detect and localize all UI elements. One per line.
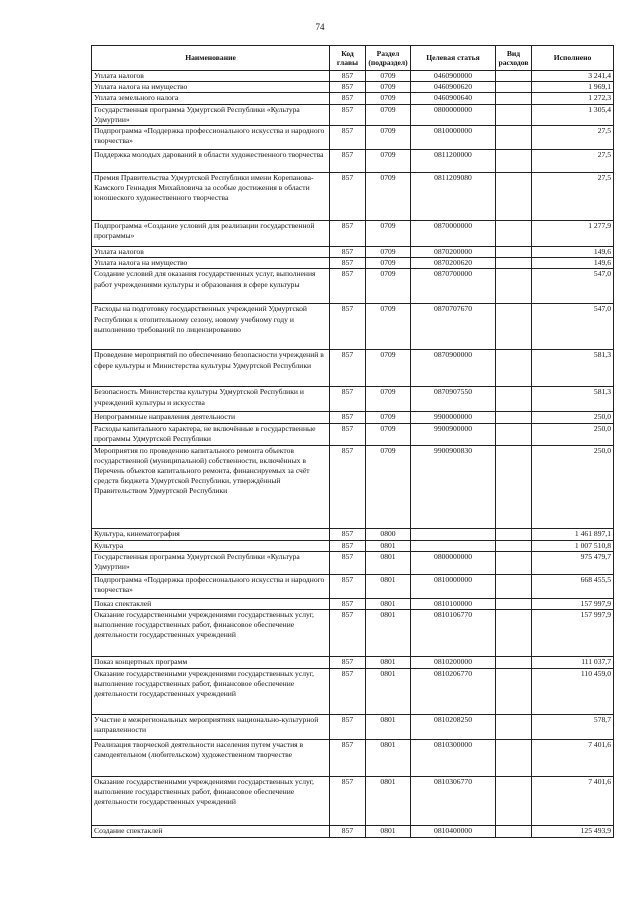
cell-name: Уплата налога на имущество — [92, 258, 330, 269]
cell-name: Культура, кинематография — [92, 528, 330, 540]
cell-vid — [496, 423, 532, 445]
cell-kod: 857 — [330, 173, 366, 221]
cell-ispolneno: 27,5 — [532, 173, 614, 221]
cell-razdel: 0709 — [366, 258, 411, 269]
cell-name: Мероприятия по проведению капитального ремонта объектов государственной (муниципальной) собственности, включённых в Перечень объектов капитального ремонта, финансируемых за счёт средств бюджета Удмуртской Республики, утверждённый Правительством Удмуртской Республики — [92, 445, 330, 528]
table-row — [92, 445, 614, 528]
cell-name: Подпрограмма «Поддержка профессионального искусства и народного творчества» — [92, 126, 330, 150]
cell-ispolneno: 7 401,6 — [532, 777, 614, 826]
cell-name: Проведение мероприятий по обеспечению безопасности учреждений в сфере культуры и Министерства культуры Удмуртской Республики — [92, 350, 330, 387]
cell-name: Государственная программа Удмуртской Республики «Культура Удмуртии» — [92, 551, 330, 574]
cell-name: Уплата налога на имущество — [92, 82, 330, 93]
cell-celevaya — [411, 528, 496, 540]
cell-razdel: 0709 — [366, 445, 411, 528]
cell-vid — [496, 669, 532, 715]
cell-ispolneno: 578,7 — [532, 715, 614, 740]
cell-celevaya: 0810300000 — [411, 740, 496, 777]
cell-vid — [496, 826, 532, 838]
cell-vid — [496, 221, 532, 247]
cell-celevaya: 0810200000 — [411, 657, 496, 669]
cell-razdel: 0801 — [366, 540, 411, 551]
cell-celevaya: 0810400000 — [411, 826, 496, 838]
cell-kod: 857 — [330, 258, 366, 269]
cell-ispolneno: 581,3 — [532, 350, 614, 387]
cell-kod: 857 — [330, 445, 366, 528]
cell-ispolneno: 149,6 — [532, 247, 614, 258]
cell-name: Непрограммные направления деятельности — [92, 412, 330, 423]
cell-razdel: 0801 — [366, 826, 411, 838]
cell-name: Создание спектаклей — [92, 826, 330, 838]
cell-ispolneno: 110 459,0 — [532, 669, 614, 715]
cell-kod: 857 — [330, 104, 366, 125]
cell-name: Создание условий для оказания государственных услуг, выполнения работ учреждениями культуры и образования в сфере культуры — [92, 269, 330, 304]
cell-razdel: 0801 — [366, 610, 411, 657]
cell-razdel: 0709 — [366, 71, 411, 82]
cell-vid — [496, 777, 532, 826]
cell-vid — [496, 82, 532, 93]
cell-celevaya: 0810106770 — [411, 610, 496, 657]
table-row — [92, 423, 614, 445]
table-row — [92, 551, 614, 574]
cell-vid — [496, 258, 532, 269]
cell-celevaya: 0460900000 — [411, 71, 496, 82]
cell-ispolneno: 111 037,7 — [532, 657, 614, 669]
cell-razdel: 0801 — [366, 740, 411, 777]
table-row — [92, 258, 614, 269]
cell-celevaya: 0870900000 — [411, 350, 496, 387]
cell-kod: 857 — [330, 269, 366, 304]
cell-ispolneno: 157 997,9 — [532, 610, 614, 657]
cell-ispolneno: 157 997,9 — [532, 598, 614, 609]
cell-kod: 857 — [330, 350, 366, 387]
cell-celevaya: 0810000000 — [411, 126, 496, 150]
table-row — [92, 304, 614, 350]
cell-kod: 857 — [330, 387, 366, 412]
cell-name: Показ концертных программ — [92, 657, 330, 669]
cell-vid — [496, 540, 532, 551]
table-row — [92, 350, 614, 387]
cell-name: Показ спектаклей — [92, 598, 330, 609]
cell-razdel: 0709 — [366, 126, 411, 150]
cell-kod: 857 — [330, 669, 366, 715]
cell-kod: 857 — [330, 71, 366, 82]
cell-vid — [496, 551, 532, 574]
cell-celevaya: 9900000000 — [411, 412, 496, 423]
cell-name: Оказание государственными учреждениями государственных услуг, выполнение государственных работ, финансовое обеспечение деятельности государственных учреждений — [92, 777, 330, 826]
cell-vid — [496, 610, 532, 657]
table-row — [92, 221, 614, 247]
table-row — [92, 412, 614, 423]
cell-celevaya: 0870200620 — [411, 258, 496, 269]
table-row — [92, 104, 614, 125]
table-row — [92, 540, 614, 551]
cell-ispolneno: 125 493,9 — [532, 826, 614, 838]
cell-razdel: 0709 — [366, 221, 411, 247]
table-row — [92, 93, 614, 104]
cell-kod: 857 — [330, 657, 366, 669]
cell-kod: 857 — [330, 221, 366, 247]
cell-razdel: 0709 — [366, 247, 411, 258]
cell-kod: 857 — [330, 150, 366, 173]
table-row — [92, 669, 614, 715]
cell-ispolneno: 547,0 — [532, 269, 614, 304]
table-row — [92, 610, 614, 657]
cell-name: Оказание государственными учреждениями государственных услуг, выполнение государственных работ, финансовое обеспечение деятельности государственных учреждений — [92, 610, 330, 657]
cell-kod: 857 — [330, 715, 366, 740]
cell-ispolneno: 1 305,4 — [532, 104, 614, 125]
cell-celevaya: 0810208250 — [411, 715, 496, 740]
cell-vid — [496, 71, 532, 82]
table-row — [92, 82, 614, 93]
table-row — [92, 247, 614, 258]
cell-ispolneno: 1 461 897,1 — [532, 528, 614, 540]
cell-kod: 857 — [330, 777, 366, 826]
cell-kod: 857 — [330, 93, 366, 104]
cell-kod: 857 — [330, 247, 366, 258]
cell-name: Премия Правительства Удмуртской Республики имени Корепанова-Камского Геннадия Михайловича за особые достижения в области юношеского художественного творчества — [92, 173, 330, 221]
cell-razdel: 0801 — [366, 657, 411, 669]
cell-razdel: 0801 — [366, 669, 411, 715]
cell-ispolneno: 1 007 510,8 — [532, 540, 614, 551]
cell-celevaya: 0810306770 — [411, 777, 496, 826]
cell-razdel: 0801 — [366, 551, 411, 574]
cell-razdel: 0801 — [366, 598, 411, 609]
cell-razdel: 0709 — [366, 269, 411, 304]
cell-kod: 857 — [330, 610, 366, 657]
cell-ispolneno: 27,5 — [532, 126, 614, 150]
cell-kod: 857 — [330, 540, 366, 551]
cell-vid — [496, 304, 532, 350]
cell-vid — [496, 104, 532, 125]
cell-razdel: 0709 — [366, 150, 411, 173]
header-vid: Вид расходов — [496, 46, 532, 71]
cell-vid — [496, 598, 532, 609]
table-row — [92, 150, 614, 173]
cell-razdel: 0709 — [366, 304, 411, 350]
table-row — [92, 528, 614, 540]
cell-vid — [496, 715, 532, 740]
cell-celevaya: 0870707670 — [411, 304, 496, 350]
cell-kod: 857 — [330, 423, 366, 445]
cell-kod: 857 — [330, 82, 366, 93]
cell-celevaya: 0870700000 — [411, 269, 496, 304]
cell-kod: 857 — [330, 551, 366, 574]
cell-name: Безопасность Министерства культуры Удмуртской Республики и учреждений культуры и искусства — [92, 387, 330, 412]
cell-ispolneno: 149,6 — [532, 258, 614, 269]
cell-celevaya: 0800000000 — [411, 104, 496, 125]
cell-vid — [496, 387, 532, 412]
cell-name: Уплата налогов — [92, 71, 330, 82]
cell-ispolneno: 250,0 — [532, 445, 614, 528]
cell-name: Участие в межрегиональных мероприятиях национально-культурной направленности — [92, 715, 330, 740]
cell-razdel: 0709 — [366, 173, 411, 221]
header-ispolneno: Исполнено — [532, 46, 614, 71]
cell-vid — [496, 150, 532, 173]
page-number: 74 — [315, 22, 325, 32]
cell-kod: 857 — [330, 598, 366, 609]
table-row — [92, 269, 614, 304]
cell-name: Расходы капитального характера, не включённые в государственные программы Удмуртской Республики — [92, 423, 330, 445]
cell-ispolneno: 1 277,9 — [532, 221, 614, 247]
cell-ispolneno: 250,0 — [532, 412, 614, 423]
cell-ispolneno: 250,0 — [532, 423, 614, 445]
cell-name: Подпрограмма «Поддержка профессионального искусства и народного творчества» — [92, 574, 330, 598]
cell-kod: 857 — [330, 574, 366, 598]
cell-vid — [496, 445, 532, 528]
cell-vid — [496, 247, 532, 258]
cell-vid — [496, 528, 532, 540]
table-header-row — [92, 46, 614, 71]
table-row — [92, 71, 614, 82]
budget-table — [91, 45, 614, 838]
table-row — [92, 126, 614, 150]
cell-kod: 857 — [330, 740, 366, 777]
cell-name: Подпрограмма «Создание условий для реализации государственной программы» — [92, 221, 330, 247]
cell-kod: 857 — [330, 412, 366, 423]
table-row — [92, 777, 614, 826]
cell-ispolneno: 547,0 — [532, 304, 614, 350]
cell-ispolneno: 1 969,1 — [532, 82, 614, 93]
table-row — [92, 715, 614, 740]
cell-name: Поддержка молодых дарований в области художественного творчества — [92, 150, 330, 173]
cell-celevaya: 9900900000 — [411, 423, 496, 445]
cell-celevaya: 0811200000 — [411, 150, 496, 173]
cell-razdel: 0709 — [366, 93, 411, 104]
table-row — [92, 574, 614, 598]
cell-vid — [496, 173, 532, 221]
cell-celevaya: 0810000000 — [411, 574, 496, 598]
cell-name: Реализация творческой деятельности населения путем участия в самодеятельном (любительском) художественном творчестве — [92, 740, 330, 777]
cell-vid — [496, 412, 532, 423]
table-row — [92, 657, 614, 669]
cell-celevaya: 0870907550 — [411, 387, 496, 412]
cell-razdel: 0801 — [366, 574, 411, 598]
cell-name: Уплата налогов — [92, 247, 330, 258]
cell-razdel: 0709 — [366, 387, 411, 412]
table-body — [92, 71, 614, 838]
cell-name: Оказание государственными учреждениями государственных услуг, выполнение государственных работ, финансовое обеспечение деятельности государственных учреждений — [92, 669, 330, 715]
cell-vid — [496, 657, 532, 669]
cell-razdel: 0800 — [366, 528, 411, 540]
cell-kod: 857 — [330, 826, 366, 838]
cell-name: Уплата земельного налога — [92, 93, 330, 104]
table-row — [92, 598, 614, 609]
cell-razdel: 0801 — [366, 777, 411, 826]
cell-vid — [496, 350, 532, 387]
cell-celevaya: 0460900640 — [411, 93, 496, 104]
cell-celevaya: 9900900830 — [411, 445, 496, 528]
cell-ispolneno: 668 455,5 — [532, 574, 614, 598]
cell-razdel: 0801 — [366, 715, 411, 740]
cell-name: Культура — [92, 540, 330, 551]
cell-vid — [496, 126, 532, 150]
cell-ispolneno: 975 479,7 — [532, 551, 614, 574]
cell-celevaya: 0460900620 — [411, 82, 496, 93]
cell-kod: 857 — [330, 126, 366, 150]
cell-celevaya: 0800000000 — [411, 551, 496, 574]
cell-razdel: 0709 — [366, 82, 411, 93]
header-celevaya: Целевая статья — [411, 46, 496, 71]
header-name: Наименование — [92, 46, 330, 71]
table-row — [92, 740, 614, 777]
cell-vid — [496, 574, 532, 598]
table-row — [92, 387, 614, 412]
cell-celevaya: 0810100000 — [411, 598, 496, 609]
cell-ispolneno: 1 272,3 — [532, 93, 614, 104]
header-kod: Код главы — [330, 46, 366, 71]
cell-kod: 857 — [330, 528, 366, 540]
cell-celevaya: 0870000000 — [411, 221, 496, 247]
cell-ispolneno: 3 241,4 — [532, 71, 614, 82]
cell-vid — [496, 93, 532, 104]
table-row — [92, 173, 614, 221]
cell-razdel: 0709 — [366, 104, 411, 125]
cell-kod: 857 — [330, 304, 366, 350]
cell-celevaya: 0811209080 — [411, 173, 496, 221]
cell-ispolneno: 581,3 — [532, 387, 614, 412]
cell-vid — [496, 269, 532, 304]
cell-vid — [496, 740, 532, 777]
cell-razdel: 0709 — [366, 423, 411, 445]
header-razdel: Раздел (подраздел) — [366, 46, 411, 71]
cell-name: Государственная программа Удмуртской Республики «Культура Удмуртии» — [92, 104, 330, 125]
table-row — [92, 826, 614, 838]
cell-ispolneno: 7 401,6 — [532, 740, 614, 777]
cell-ispolneno: 27,5 — [532, 150, 614, 173]
cell-razdel: 0709 — [366, 350, 411, 387]
cell-name: Расходы на подготовку государственных учреждений Удмуртской Республики к отопительному сезону, новому учебному году и выполнению требований по лицензированию — [92, 304, 330, 350]
cell-razdel: 0709 — [366, 412, 411, 423]
cell-celevaya — [411, 540, 496, 551]
cell-celevaya: 0810206770 — [411, 669, 496, 715]
cell-celevaya: 0870200000 — [411, 247, 496, 258]
